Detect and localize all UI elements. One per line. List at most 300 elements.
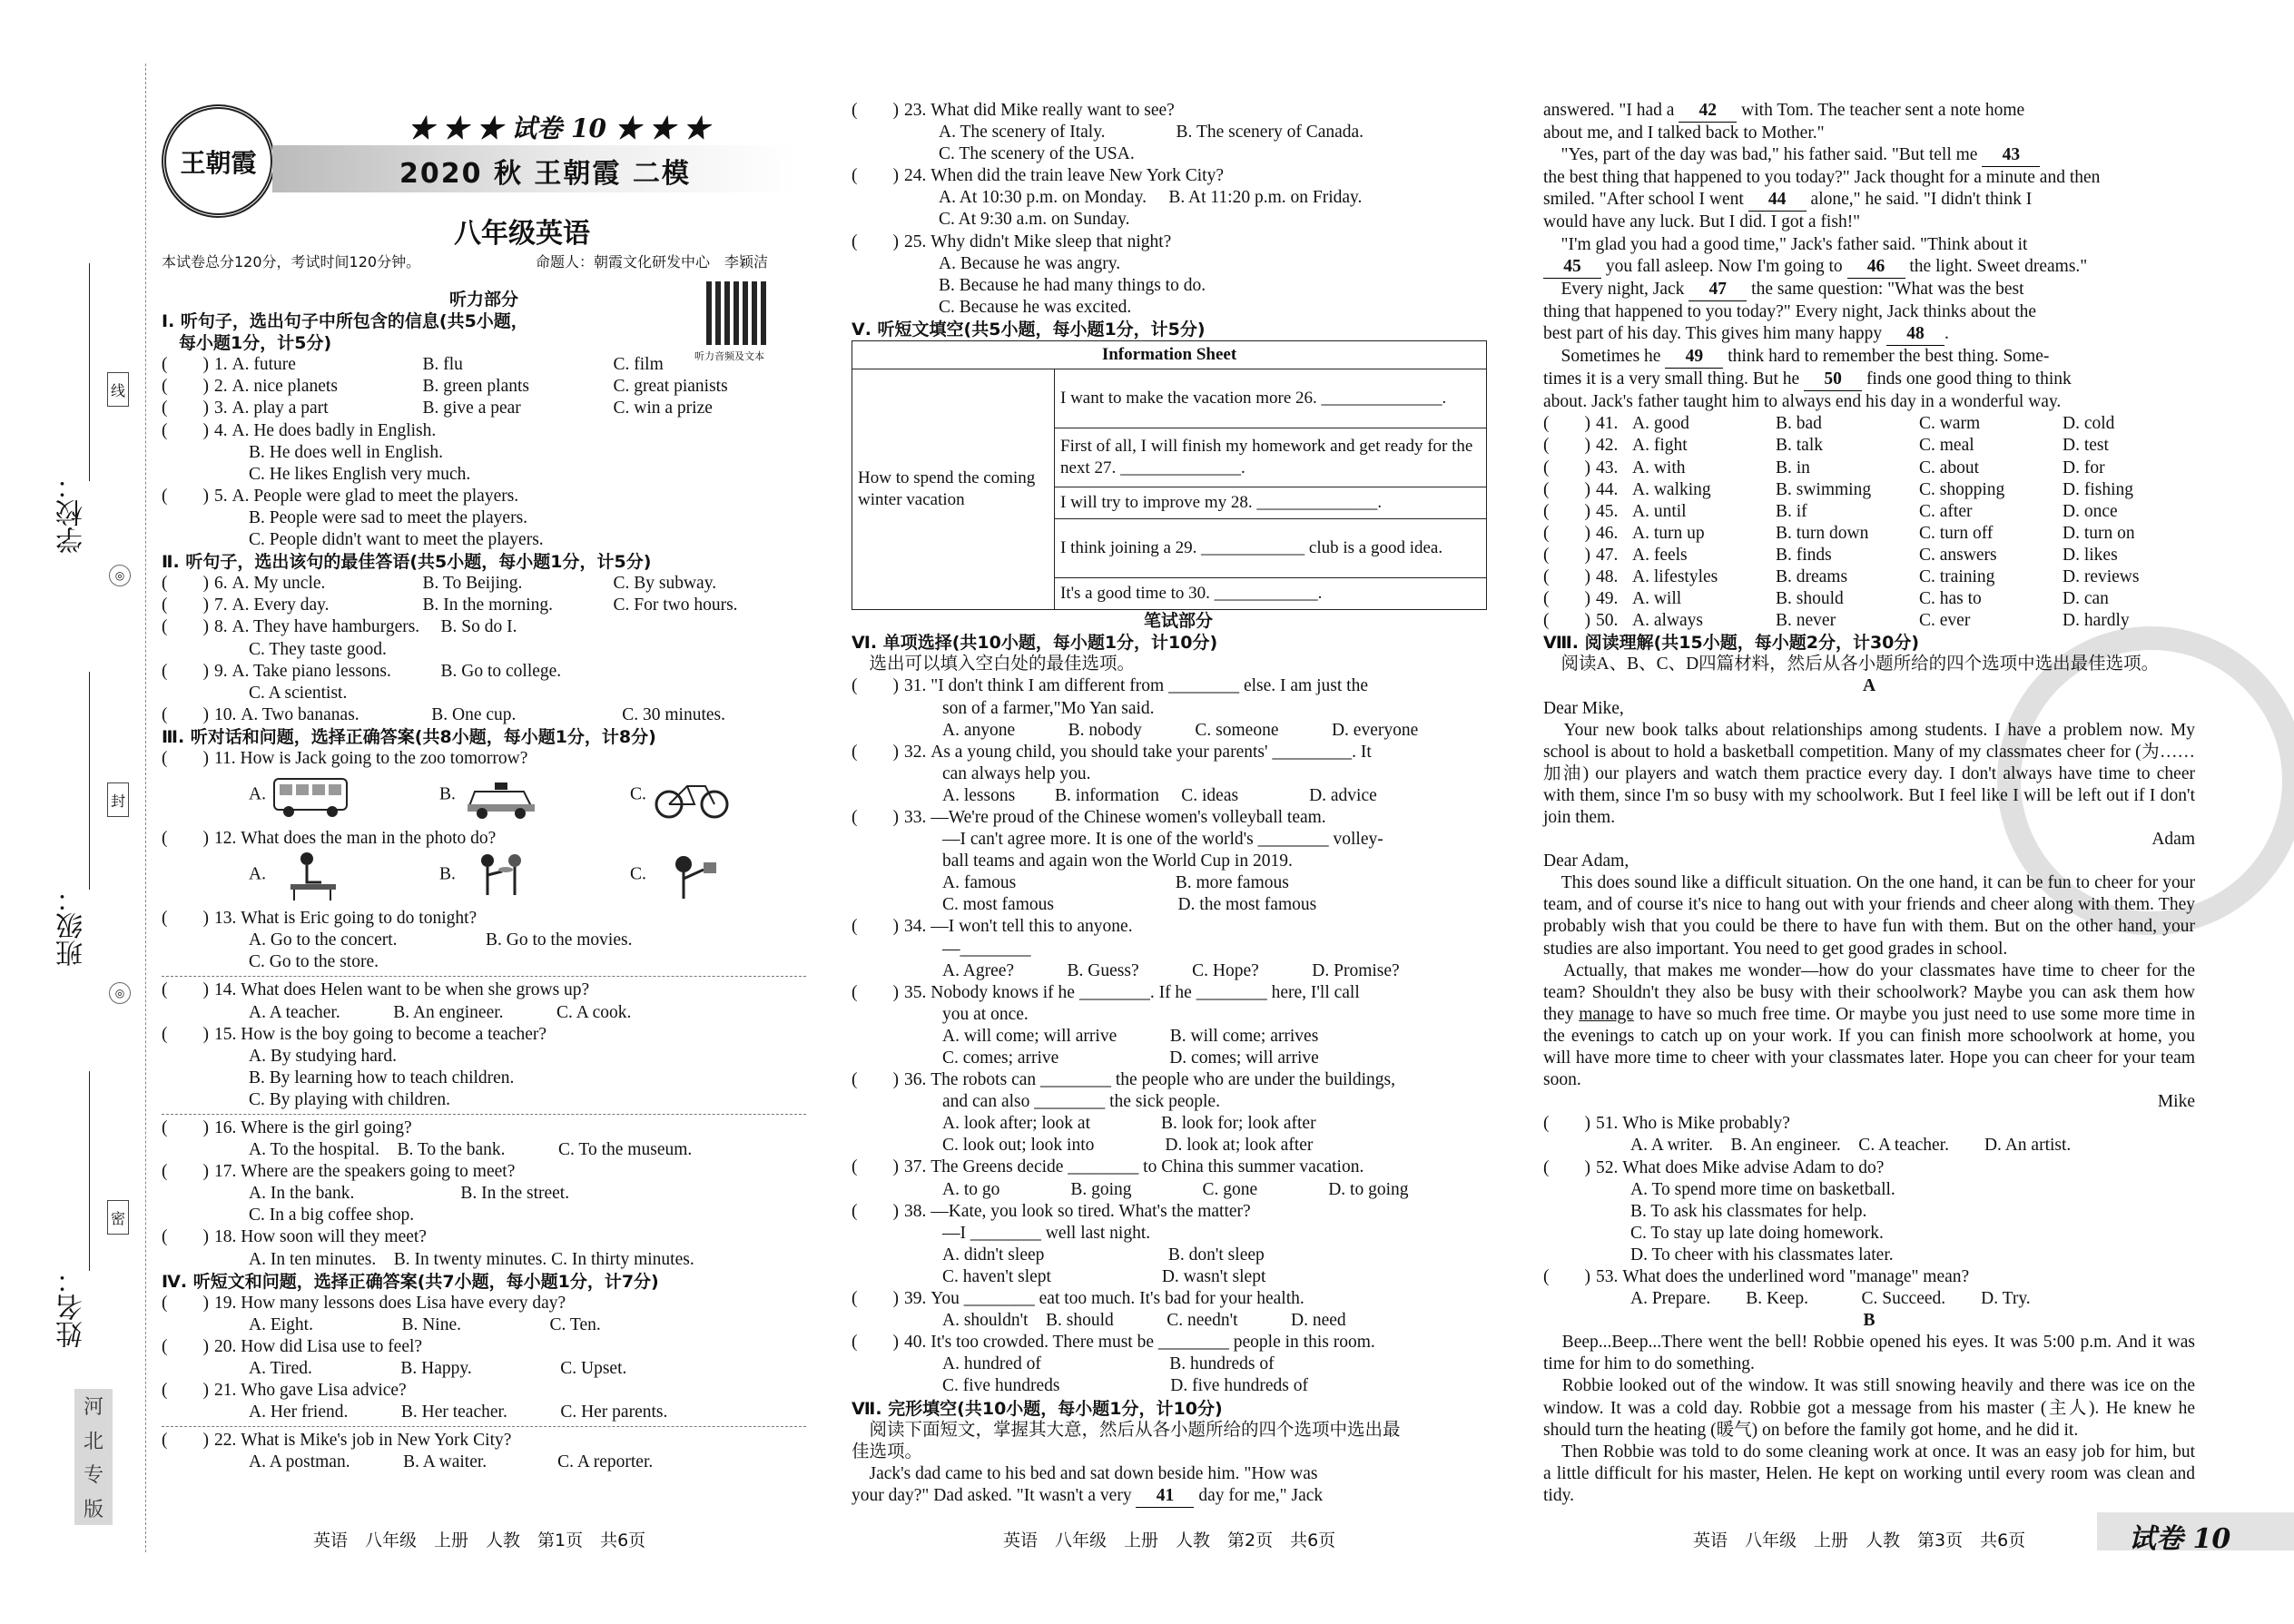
- paragraph: This does sound like a difficult situation. On the one hand, it can be fun to cheer for your team, and of course it's nice to hang out with your friends and cheer along with them. They probably wish that you could be there to have fun with them. But on the other hand, your studies are also important. You need to get good grades in school.: [1543, 873, 2195, 959]
- cloze-question-row: [1543, 413, 2195, 435]
- answer-bracket[interactable]: ( ): [1543, 1266, 1590, 1286]
- question-number: 53.: [1596, 1266, 1619, 1286]
- option: Where is the girl going?: [241, 1118, 412, 1137]
- option-line: A. In ten minutes. B. In twenty minutes. C. In thirty minutes.: [249, 1249, 694, 1269]
- column-2: [852, 100, 1505, 1508]
- paragraph: Beep...Beep...There went the bell! Robbie opened his eyes. It was 5:00 p.m. And it was time for him to do something.: [1543, 1333, 2195, 1374]
- option-line: A. hundred of B. hundreds of: [942, 1354, 1275, 1374]
- section-heading: Ⅲ. 听对话和问题，选择正确答案(共8小题，每小题1分，计8分): [162, 726, 656, 747]
- option: How many lessons does Lisa have every day?: [241, 1293, 566, 1313]
- answer-bracket[interactable]: ( ): [162, 486, 209, 506]
- option: B. green plants: [422, 377, 530, 397]
- question-row: [162, 1336, 806, 1358]
- question-number: 44.: [1596, 479, 1619, 499]
- seal-mark-secret: 密: [107, 1200, 129, 1235]
- question-number: 11.: [214, 748, 236, 768]
- question-number: 41.: [1596, 414, 1619, 434]
- school-rule: [89, 263, 90, 481]
- cloze-blank: 46: [1847, 256, 1905, 279]
- picture-option: B.: [439, 770, 630, 821]
- question-number: 15.: [214, 1024, 237, 1044]
- paragraph: Dear Adam,: [1543, 851, 1629, 871]
- question-row: [162, 595, 806, 616]
- question-number: 14.: [214, 980, 237, 1000]
- option-line: A. A writer. B. An engineer. C. A teacher. D. An artist.: [1630, 1136, 2072, 1156]
- region-char: 版: [83, 1498, 103, 1521]
- table-row: First of all, I will finish my homework and get ready for the next 27. ______________.: [1055, 428, 1487, 487]
- question-number: 2.: [214, 377, 228, 397]
- question-number: 37.: [904, 1157, 927, 1177]
- option: B. turn down: [1776, 523, 1869, 543]
- option: "I don't think I am different from ________ else. I am just the: [930, 676, 1368, 696]
- option-line: C. comes; arrive D. comes; will arrive: [942, 1048, 1319, 1068]
- question-row: [852, 916, 1505, 938]
- question-number: 12.: [214, 829, 237, 849]
- section-heading: 笔试部分: [1143, 611, 1213, 632]
- option-line: A. To spend more time on basketball.: [1630, 1179, 1895, 1199]
- writer-icon: [271, 850, 352, 901]
- option: A. fight: [1632, 436, 1688, 456]
- exam-meta-left: 本试卷总分120分，考试时间120分钟。: [162, 253, 421, 271]
- class-rule: [89, 672, 90, 890]
- option: What does the man in the photo do?: [241, 829, 497, 849]
- question-row: [162, 398, 806, 419]
- question-number: 50.: [1596, 611, 1619, 631]
- question-number: 4.: [214, 420, 228, 440]
- option: B. if: [1776, 501, 1807, 521]
- answer-bracket[interactable]: ( ): [1543, 545, 1590, 565]
- question-row: [852, 742, 1505, 763]
- text-line: "I'm glad you had a good time," Jack's father said. "Think about it: [1543, 234, 2028, 254]
- option-line: A. Agree? B. Guess? C. Hope? D. Promise?: [942, 960, 1400, 980]
- table-header: Information Sheet: [852, 341, 1487, 369]
- answer-bracket[interactable]: ( ): [852, 917, 899, 937]
- answer-bracket[interactable]: ( ): [162, 355, 209, 375]
- question-row: [852, 675, 1505, 697]
- option-line: C. At 9:30 a.m. on Sunday.: [939, 210, 1130, 230]
- question-number: 1.: [214, 355, 228, 375]
- answer-bracket[interactable]: ( ): [1543, 479, 1590, 499]
- answer-bracket[interactable]: ( ): [162, 1381, 209, 1401]
- option: A. future: [231, 355, 296, 375]
- section-heading: Ⅵ. 单项选择(共10小题，每小题1分，计10分): [852, 633, 1218, 654]
- school-label: 学校：: [56, 472, 88, 554]
- option: C. answers: [1919, 545, 1997, 565]
- answer-bracket[interactable]: ( ): [162, 661, 209, 681]
- question-row: [162, 616, 806, 638]
- divider: [162, 1426, 806, 1427]
- text-line: Every night, Jack 47 the same question: "What was the best: [1543, 279, 2195, 301]
- answer-bracket[interactable]: ( ): [852, 166, 899, 186]
- question-row: [162, 908, 806, 930]
- divider: [162, 1114, 806, 1115]
- answer-bracket[interactable]: ( ): [162, 909, 209, 929]
- answer-bracket[interactable]: ( ): [162, 1227, 209, 1247]
- text-line: "Yes, part of the day was bad," his father said. "But tell me 43: [1543, 144, 2195, 167]
- option: What is Mike's job in New York City?: [241, 1431, 512, 1451]
- text-line: answered. "I had a 42 with Tom. The teacher sent a note home: [1543, 100, 2195, 123]
- paper-number: ★ ★ ★ 试卷 10 ★ ★ ★: [409, 113, 710, 143]
- option: B. should: [1776, 589, 1844, 609]
- underlined-word: manage: [1579, 1004, 1634, 1024]
- option-line: C. most famous D. the most famous: [942, 895, 1317, 915]
- question-row: [852, 165, 1505, 187]
- text-line: smiled. "After school I went 44 alone," he said. "I didn't think I: [1543, 189, 2195, 212]
- option: B. To Beijing.: [422, 574, 523, 594]
- question-number: 48.: [1596, 566, 1619, 586]
- region-char: 河: [83, 1396, 103, 1420]
- cloze-question-row: [1543, 610, 2195, 632]
- option-line: C. He likes English very much.: [249, 464, 471, 484]
- option: B. flu: [422, 355, 463, 375]
- question-number: 38.: [904, 1201, 927, 1221]
- question-row: [162, 1293, 806, 1314]
- cloze-blank: 49: [1665, 346, 1723, 369]
- option-line: A. anyone B. nobody C. someone D. everyone: [942, 720, 1419, 740]
- answer-bracket[interactable]: ( ): [162, 420, 209, 440]
- option: As a young child, you should take your parents' _________. It: [930, 742, 1372, 762]
- option: A. People were glad to meet the players.: [231, 486, 519, 506]
- answer-bracket[interactable]: ( ): [852, 1157, 899, 1177]
- answer-bracket[interactable]: ( ): [162, 704, 209, 724]
- binding-dashed-line: [145, 64, 146, 1552]
- answer-bracket[interactable]: ( ): [852, 982, 899, 1002]
- section-heading: Ⅶ. 完形填空(共10小题，每小题1分，计10分): [852, 1398, 1223, 1419]
- table-left-cell: How to spend the coming winter vacation: [852, 369, 1055, 610]
- answer-bracket[interactable]: ( ): [162, 595, 209, 615]
- option: You ________ eat too much. It's bad for your health.: [930, 1289, 1305, 1309]
- answer-bracket[interactable]: ( ): [852, 231, 899, 251]
- option: What does Helen want to be when she grows up?: [241, 980, 590, 1000]
- column-3: [1543, 100, 2195, 1507]
- option: C. win a prize: [613, 399, 713, 418]
- option-line: B. Because he had many things to do.: [939, 275, 1206, 295]
- answer-bracket[interactable]: ( ): [1543, 523, 1590, 543]
- option-line: D. To cheer with his classmates later.: [1630, 1245, 1894, 1265]
- footer-page-1: 英语 八年级 上册 人教 第1页 共6页: [313, 1530, 646, 1550]
- option: D. turn on: [2063, 523, 2135, 543]
- answer-bracket[interactable]: ( ): [162, 829, 209, 849]
- answer-bracket[interactable]: ( ): [162, 399, 209, 418]
- option: A. walking: [1632, 479, 1711, 499]
- text-line: would have any luck. But I did. I got a fish!": [1543, 212, 1861, 232]
- option-line: C. Go to the store.: [249, 952, 379, 972]
- cloze-question-row: [1543, 458, 2195, 479]
- table-row: I think joining a 29. ____________ club is a good idea.: [1055, 519, 1487, 578]
- question-row: [162, 704, 806, 726]
- passage-label: B: [1863, 1311, 1876, 1331]
- option: C. shopping: [1919, 479, 2005, 499]
- answer-bracket[interactable]: ( ): [162, 1118, 209, 1137]
- question-number: 23.: [904, 101, 927, 120]
- text-line: about me, and I talked back to Mother.": [1543, 123, 1825, 143]
- option-line: A. A teacher. B. An engineer. C. A cook.: [249, 1002, 632, 1022]
- answer-bracket[interactable]: ( ): [852, 807, 899, 827]
- picture-option: A.: [249, 850, 439, 901]
- question-row: [852, 1069, 1505, 1091]
- option: The robots can ________ the people who are under the buildings,: [930, 1070, 1396, 1090]
- answer-bracket[interactable]: ( ): [1543, 611, 1590, 631]
- option: Who gave Lisa advice?: [241, 1381, 407, 1401]
- answer-bracket[interactable]: ( ): [1543, 566, 1590, 586]
- answer-bracket[interactable]: ( ): [162, 377, 209, 397]
- option: D. likes: [2063, 545, 2118, 565]
- punch-hole-icon: ◎: [109, 565, 131, 586]
- option: How did Lisa use to feel?: [241, 1336, 423, 1356]
- cloze-blank: 50: [1804, 369, 1862, 391]
- option-line: A. shouldn't B. should C. needn't D. need: [942, 1311, 1346, 1331]
- answer-bracket[interactable]: ( ): [1543, 436, 1590, 456]
- option: C. turn off: [1919, 523, 1994, 543]
- option: A. They have hamburgers.: [231, 617, 420, 637]
- question-number: 51.: [1596, 1114, 1619, 1134]
- cloze-blank: 47: [1689, 279, 1747, 301]
- option: C. For two hours.: [613, 595, 738, 615]
- question-row: [162, 376, 806, 398]
- question-number: 42.: [1596, 436, 1619, 456]
- answer-bracket[interactable]: ( ): [852, 1333, 899, 1353]
- option: What does the underlined word "manage" mean?: [1622, 1266, 1970, 1286]
- waiter-icon: [460, 850, 542, 901]
- answer-bracket[interactable]: ( ): [852, 1070, 899, 1090]
- answer-bracket[interactable]: ( ): [1543, 589, 1590, 609]
- question-number: 47.: [1596, 545, 1619, 565]
- option-line: A. In the bank. B. In the street.: [249, 1184, 570, 1204]
- option-line: C. They taste good.: [249, 639, 387, 659]
- answer-bracket[interactable]: ( ): [162, 1336, 209, 1356]
- text-line: best part of his day. This gives him many happy 48 .: [1543, 323, 2195, 346]
- option: B. One cup.: [431, 704, 517, 724]
- option-line: A. lessons B. information C. ideas D. advice: [942, 785, 1377, 805]
- answer-bracket[interactable]: ( ): [1543, 1157, 1590, 1177]
- option: A. He does badly in English.: [231, 420, 437, 440]
- question-row: [162, 354, 806, 376]
- text-line: thing that happened to you today?" Every night, Jack thinks about the: [1543, 301, 2037, 321]
- option: D. reviews: [2063, 566, 2140, 586]
- answer-bracket[interactable]: ( ): [1543, 1114, 1590, 1134]
- option: A. Every day.: [231, 595, 330, 615]
- bike-icon: [651, 770, 733, 821]
- option: How is the boy going to become a teacher?: [241, 1024, 547, 1044]
- question-number: 19.: [214, 1293, 237, 1313]
- question-number: 18.: [214, 1227, 237, 1247]
- text-line: your day?" Dad asked. "It wasn't a very 41 day for me," Jack: [852, 1485, 1505, 1508]
- information-sheet-table: [852, 340, 1487, 610]
- option-line: B. People were sad to meet the players.: [249, 507, 528, 527]
- footer-page-3: 英语 八年级 上册 人教 第3页 共6页: [1693, 1530, 2026, 1550]
- cloze-blank: 45: [1543, 256, 1601, 279]
- answer-bracket[interactable]: ( ): [1543, 501, 1590, 521]
- question-number: 39.: [904, 1289, 927, 1309]
- answer-bracket[interactable]: ( ): [162, 1431, 209, 1451]
- question-number: 36.: [904, 1070, 927, 1090]
- option-line: C. haven't slept D. wasn't slept: [942, 1266, 1266, 1286]
- paragraph: Then Robbie was told to do some cleaning work at once. It was an easy job for him, but a little difficult for his master, Helen. He kept on working until every room was clean and tidy.: [1543, 1442, 2195, 1505]
- divider: [162, 976, 806, 977]
- option: D. once: [2063, 501, 2118, 521]
- name-rule: [89, 1071, 90, 1271]
- question-number: 8.: [214, 617, 228, 637]
- answer-bracket[interactable]: ( ): [162, 748, 209, 768]
- region-char: 专: [83, 1464, 103, 1488]
- exam-meta-right: 命题人：朝霞文化研发中心 李颖洁: [536, 253, 769, 271]
- option: What did Mike really want to see?: [930, 101, 1175, 120]
- answer-bracket[interactable]: ( ): [852, 101, 899, 120]
- seal-mark-line: 线: [107, 372, 129, 407]
- question-number: 25.: [904, 231, 927, 251]
- region-badge: [74, 1389, 113, 1525]
- option-line: A. didn't sleep B. don't sleep: [942, 1245, 1265, 1265]
- question-number: 7.: [214, 595, 228, 615]
- question-number: 49.: [1596, 589, 1619, 609]
- option-line: C. look out; look into D. look at; look after: [942, 1136, 1314, 1156]
- cloze-blank: 43: [1982, 144, 2040, 167]
- question-number: 31.: [904, 676, 927, 696]
- question-number: 45.: [1596, 501, 1619, 521]
- exam-title: 2020 秋 王朝霞 二模: [399, 158, 691, 190]
- option: D. cold: [2063, 414, 2115, 434]
- option: B. swimming: [1776, 479, 1872, 499]
- question-number: 17.: [214, 1162, 237, 1182]
- option: Who is Mike probably?: [1622, 1114, 1790, 1134]
- option: A. turn up: [1632, 523, 1705, 543]
- answer-bracket[interactable]: ( ): [162, 1162, 209, 1182]
- option-line: can always help you.: [942, 763, 1091, 783]
- option: A. good: [1632, 414, 1689, 434]
- question-row: [162, 1024, 806, 1046]
- option-line: A. A postman. B. A waiter. C. A reporter.: [249, 1452, 654, 1472]
- option: —We're proud of the Chinese women's volleyball team.: [930, 807, 1326, 827]
- section-heading: Ⅴ. 听短文填空(共5小题，每小题1分，计5分): [852, 319, 1206, 340]
- option-line: C. The scenery of the USA.: [939, 144, 1135, 164]
- option: C. training: [1919, 566, 1995, 586]
- option-line: B. He does well in English.: [249, 442, 443, 462]
- option-line: A. will come; will arrive B. will come; arrives: [942, 1026, 1319, 1046]
- option-line: —________: [942, 939, 1031, 959]
- option: Nobody knows if he ________. If he ________ here, I'll call: [930, 982, 1360, 1002]
- question-row: [162, 1430, 806, 1452]
- option: B. So do I.: [440, 617, 517, 637]
- question-number: 35.: [904, 982, 927, 1002]
- option: It's too crowded. There must be ________ people in this room.: [930, 1333, 1375, 1353]
- option-line: A. Because he was angry.: [939, 253, 1121, 273]
- option: A. nice planets: [231, 377, 338, 397]
- question-number: 46.: [1596, 523, 1619, 543]
- signature: Mike: [2157, 1092, 2195, 1112]
- answer-bracket[interactable]: ( ): [852, 1289, 899, 1309]
- question-number: 3.: [214, 399, 228, 418]
- picture-options: [162, 770, 806, 828]
- answer-bracket[interactable]: ( ): [162, 1293, 209, 1313]
- option: B. finds: [1776, 545, 1832, 565]
- option: What does Mike advise Adam to do?: [1622, 1157, 1885, 1177]
- option: What is Eric going to do tonight?: [241, 909, 478, 929]
- text-line: the best thing that happened to you today?" Jack thought for a minute and then: [1543, 168, 2101, 188]
- option: D. can: [2063, 589, 2109, 609]
- question-number: 24.: [904, 166, 927, 186]
- option-line: A. Prepare. B. Keep. C. Succeed. D. Try.: [1630, 1289, 2031, 1309]
- option-line: B. To ask his classmates for help.: [1630, 1201, 1867, 1221]
- text-line: 选出可以填入空白处的最佳选项。: [852, 655, 1136, 674]
- cloze-question-row: [1543, 479, 2195, 501]
- taxi-icon: [460, 770, 542, 821]
- question-number: 6.: [214, 574, 228, 594]
- question-number: 40.: [904, 1333, 927, 1353]
- option: When did the train leave New York City?: [930, 166, 1225, 186]
- paragraph: 阅读A、B、C、D四篇材料，然后从各小题所给的四个选项中选出最佳选项。: [1543, 655, 2160, 674]
- question-number: 32.: [904, 742, 927, 762]
- answer-bracket[interactable]: ( ): [852, 742, 899, 762]
- cloze-question-row: [1543, 501, 2195, 523]
- question-row: [852, 1332, 1505, 1353]
- option: B. never: [1776, 611, 1836, 631]
- option: A. with: [1632, 458, 1686, 477]
- option-line: A. look after; look at B. look for; look after: [942, 1114, 1316, 1134]
- option: B. talk: [1776, 436, 1823, 456]
- option: B. dreams: [1776, 566, 1848, 586]
- footer-tag: 试卷 10: [2129, 1523, 2231, 1555]
- option: How soon will they meet?: [241, 1227, 427, 1247]
- option: —I won't tell this to anyone.: [930, 917, 1133, 937]
- question-row: [852, 1201, 1505, 1223]
- option-line: you at once.: [942, 1004, 1029, 1024]
- picture-options: [162, 850, 806, 908]
- option: C. ever: [1919, 611, 1971, 631]
- option-line: and can also ________ the sick people.: [942, 1092, 1220, 1112]
- answer-bracket[interactable]: ( ): [1543, 414, 1590, 434]
- answer-bracket[interactable]: ( ): [162, 980, 209, 1000]
- question-row: [852, 1288, 1505, 1310]
- answer-bracket[interactable]: ( ): [162, 617, 209, 637]
- option: A. My uncle.: [231, 574, 326, 594]
- question-number: 34.: [904, 917, 927, 937]
- picture-option: C.: [630, 770, 821, 821]
- name-label: 姓名：: [56, 1266, 88, 1348]
- answer-bracket[interactable]: ( ): [162, 574, 209, 594]
- picture-option: B.: [439, 850, 630, 901]
- option: C. film: [613, 355, 664, 375]
- option: C. great pianists: [613, 377, 728, 397]
- option: A. Take piano lessons.: [231, 661, 391, 681]
- answer-bracket[interactable]: ( ): [852, 1201, 899, 1221]
- option: Why didn't Mike sleep that night?: [930, 231, 1172, 251]
- option: C. after: [1919, 501, 1973, 521]
- question-row: [1543, 1113, 2195, 1135]
- picture-option: A.: [249, 770, 439, 821]
- footer-page-2: 英语 八年级 上册 人教 第2页 共6页: [1003, 1530, 1336, 1550]
- cloze-blank: 41: [1136, 1485, 1194, 1508]
- text-line: times it is a very small thing. But he 50 finds one good thing to think: [1543, 369, 2195, 391]
- question-number: 21.: [214, 1381, 237, 1401]
- answer-bracket[interactable]: ( ): [162, 1024, 209, 1044]
- answer-bracket[interactable]: ( ): [1543, 458, 1590, 477]
- option: B. give a pear: [422, 399, 521, 418]
- option: D. for: [2063, 458, 2105, 477]
- option-line: C. Because he was excited.: [939, 297, 1132, 317]
- answer-bracket[interactable]: ( ): [852, 676, 899, 696]
- option-line: son of a farmer,"Mo Yan said.: [942, 698, 1155, 718]
- question-row: [852, 807, 1505, 829]
- option: A. Two bananas.: [241, 704, 359, 724]
- cloze-question-row: [1543, 588, 2195, 610]
- logo-text: 王朝霞: [180, 147, 257, 178]
- option-line: A. The scenery of Italy. B. The scenery of Canada.: [939, 123, 1364, 143]
- question-row: [162, 486, 806, 507]
- question-row: [162, 1161, 806, 1183]
- cloze-question-row: [1543, 566, 2195, 588]
- brand-logo: [162, 104, 275, 218]
- table-row: It's a good time to 30. ____________.: [1055, 578, 1487, 610]
